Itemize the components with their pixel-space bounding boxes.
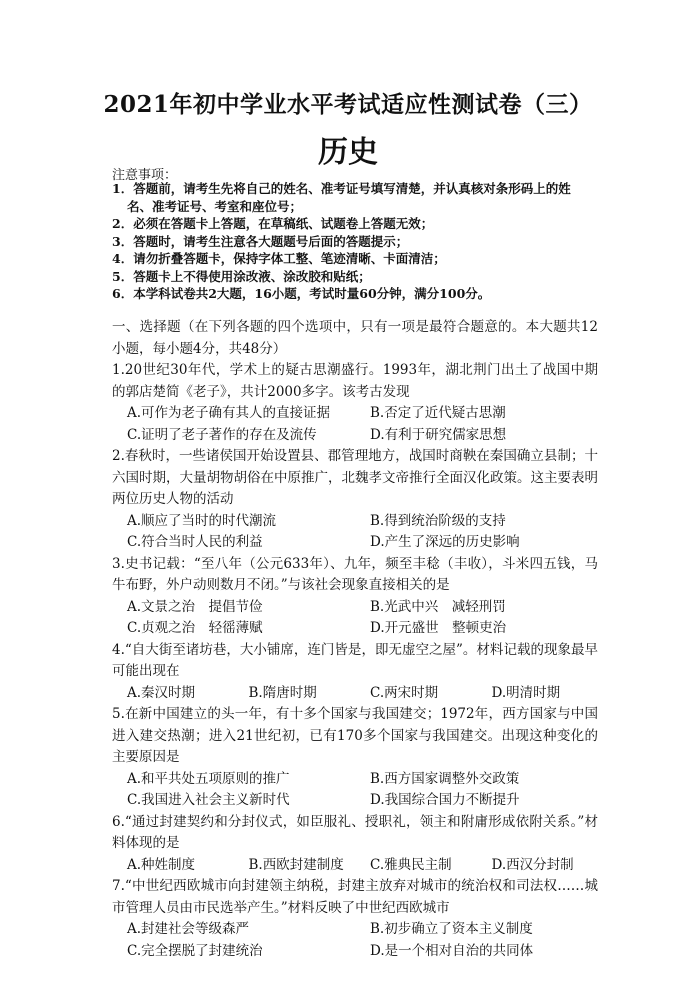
option-group	[112, 683, 598, 705]
note-item: 名、准考证号、考室和座位号；	[127, 198, 303, 214]
question-stem: 7.“中世纪西欧城市向封建领主纳税，封建主放弃对城市的统治权和司法权……城市管理人员由市民选举产生。”材料反映了中世纪西欧城市	[112, 878, 598, 916]
notes-list	[112, 180, 597, 303]
option-b: B.隋唐时期	[248, 684, 317, 701]
option-c: C.证明了老子著作的存在及流传	[127, 426, 317, 443]
option-d: D.西汉分封制	[491, 856, 574, 873]
section-header: 一、选择题（在下列各题的四个选项中，只有一项是最符合题意的。本大题共12小题，每小题4分，共48分）	[112, 319, 598, 357]
option-a: A.可作为老子确有其人的直接证据	[127, 405, 331, 421]
option-d: D.有利于研究儒家思想	[370, 426, 507, 443]
option-a: A.封建社会等级森严	[127, 921, 250, 937]
note-item: 2．必须在答题卡上答题，在草稿纸、试题卷上答题无效；	[112, 216, 434, 231]
questions-body	[112, 317, 598, 962]
note-item: 3．答题时，请考生注意各大题题号后面的答题提示；	[112, 233, 409, 249]
option-group	[112, 597, 598, 640]
option-c: C.完全摆脱了封建统治	[127, 942, 263, 959]
question-stem: 6.“通过封建契约和分封仪式，如臣服礼、授职礼，领主和附庸形成依附关系。”材料体现的是	[112, 813, 598, 851]
option-group	[112, 511, 598, 554]
option-b: B.初步确立了资本主义制度	[370, 921, 533, 937]
option-d: D.开元盛世 整顿吏治	[370, 620, 507, 636]
exam-title: 2021年初中学业水平考试适应性测试卷（三）	[103, 91, 593, 118]
option-b: B.西方国家调整外交政策	[370, 770, 520, 787]
option-d: D.明清时期	[491, 684, 561, 701]
option-c: C.符合当时人民的利益	[127, 534, 263, 550]
note-item: 5．答题卡上不得使用涂改液、涂改胶和贴纸；	[112, 268, 371, 284]
option-group	[112, 769, 598, 812]
option-c: C.雅典民主制	[370, 856, 452, 873]
option-b: B.否定了近代疑古思潮	[370, 405, 506, 421]
question-stem: 5.在新中国建立的头一年，有十多个国家与我国建交；1972年，西方国家与中国进入建交热潮；进入21世纪初，已有170多个国家与我国建交。出现这种变化的主要原因是	[112, 706, 598, 765]
note-item: 1．答题前，请考生先将自己的姓名、准考证号填写清楚，并认真核对条形码上的姓	[112, 181, 571, 196]
option-a: A.和平共处五项原则的推广	[127, 770, 290, 787]
question-stem: 3.史书记载：“至八年（公元633年）、九年，频至丰稔（丰收），斗米四五钱，马牛布野，外户动则数月不闭。”与该社会现象直接相关的是	[112, 555, 598, 593]
option-group	[112, 855, 598, 877]
subject-title: 历史	[318, 135, 378, 170]
note-item: 6．本学科试卷共2大题，16小题，考试时量60分钟，满分100分。	[112, 286, 491, 301]
option-d: D.产生了深远的历史影响	[370, 534, 520, 550]
notes-heading: 注意事项：	[112, 168, 178, 183]
option-a: A.文景之治 提倡节俭	[127, 598, 263, 615]
option-c: C.我国进入社会主义新时代	[127, 792, 290, 808]
option-a: A.种姓制度	[127, 856, 196, 873]
option-group	[112, 919, 598, 962]
option-b: B.光武中兴 减轻刑罚	[370, 598, 506, 615]
option-b: B.得到统治阶级的支持	[370, 512, 506, 529]
question-stem: 4.“自大街至诸坊巷，大小铺席，连门皆是，即无虚空之屋”。材料记载的现象最早可能出现在	[112, 641, 598, 679]
option-c: C.两宋时期	[370, 684, 439, 701]
option-d: D.我国综合国力不断提升	[370, 792, 520, 808]
option-a: A.秦汉时期	[127, 684, 196, 701]
option-b: B.西欧封建制度	[248, 856, 344, 873]
option-d: D.是一个相对自治的共同体	[370, 942, 534, 959]
note-item: 4．请勿折叠答题卡，保持字体工整、笔迹清晰、卡面清洁；	[112, 251, 446, 266]
question-stem: 2.春秋时，一些诸侯国开始设置县、郡管理地方，战国时商鞅在秦国确立县制；十六国时期，大量胡物胡俗在中原推广，北魏孝文帝推行全面汉化政策。这主要表明两位历史人物的活动	[112, 448, 598, 507]
option-c: C.贞观之治 轻徭薄赋	[127, 620, 263, 636]
option-a: A.顺应了当时的时代潮流	[127, 512, 277, 529]
option-group	[112, 403, 598, 446]
question-stem: 1.20世纪30年代，学术上的疑古思潮盛行。1993年，湖北荆门出土了战国中期的郭店楚简《老子》，共计2000多字。该考古发现	[112, 362, 598, 400]
